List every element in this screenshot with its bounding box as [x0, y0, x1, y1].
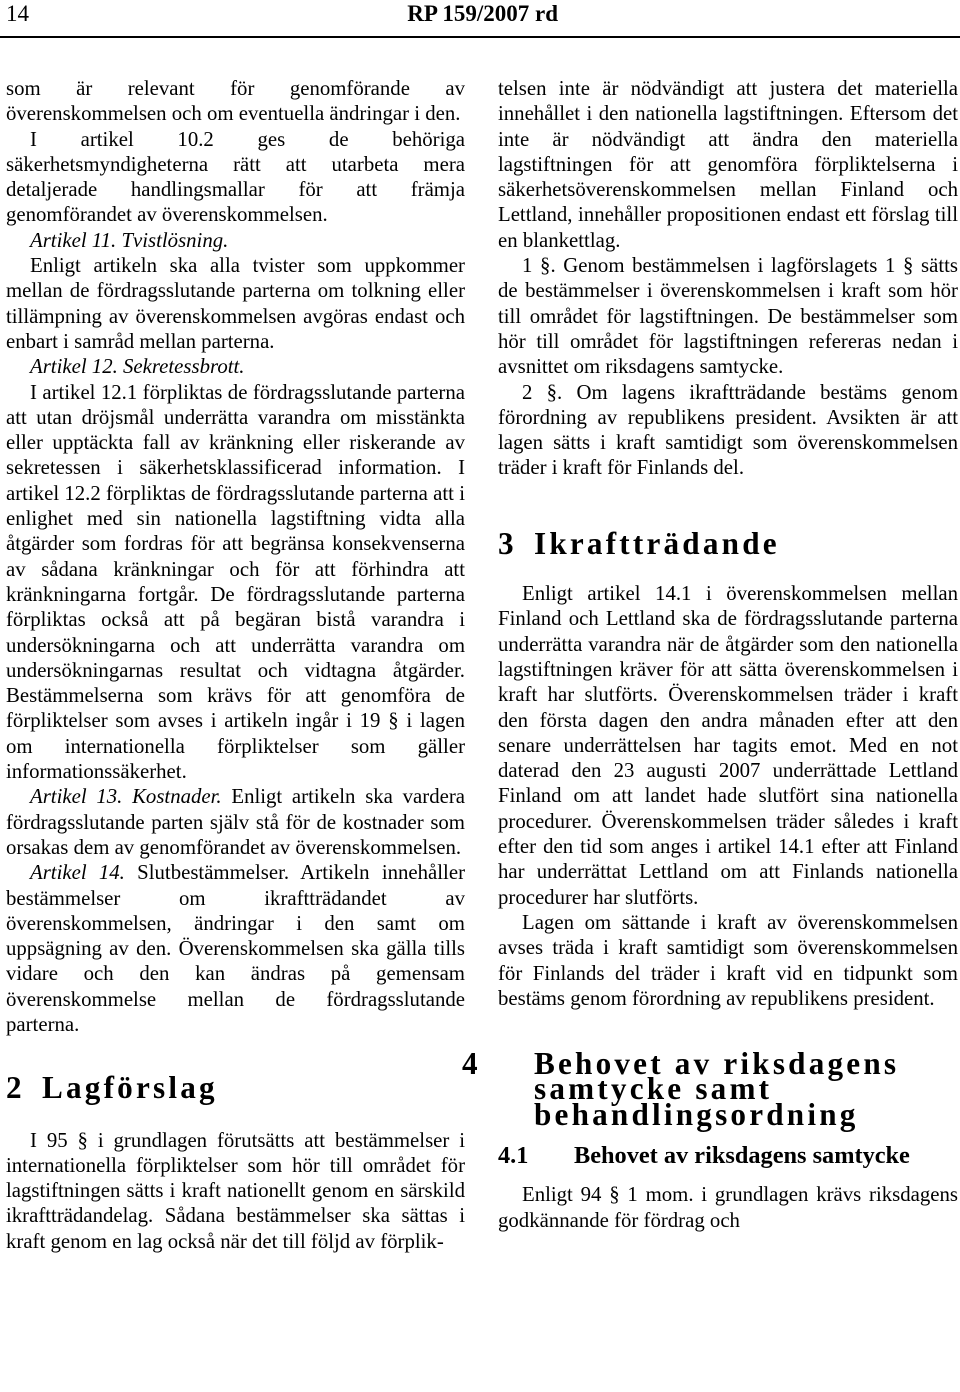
paragraph: Enligt 94 § 1 mom. i grundlagen krävs riksdagens godkännande för fördrag och: [498, 1183, 958, 1232]
article-13-heading: Artikel 13. Kostnader.: [30, 785, 222, 809]
right-column: [462, 76, 958, 1233]
article-11-heading: Artikel 11. Tvistlösning.: [30, 228, 229, 252]
section-number: 4.1: [498, 1141, 529, 1169]
paragraph: [6, 860, 465, 1037]
paragraph: 2 §. Om lagens ikraftträdande bestäms genom förordning av republikens president. Avsikten är att lagen sätts i kraft samtidigt som överenskommelsen träder i kraft för Finlands del.: [498, 380, 958, 480]
section-title: Lagförslag: [42, 1070, 218, 1106]
paragraph: telsen inte är nödvändigt att justera det materiella innehållet i den nationella lagstiftningen. Eftersom det inte är nödvändigt att ändra den materiella lagstiftningen för att genomföra förpliktelserna i säkerhetsöverenskommelsen mellan Finland och Lettland, innehåller propositionen endast ett förslag till en blankettlag.: [498, 77, 958, 252]
paragraph: Enligt artikel 14.1 i överenskommelsen mellan Finland och Lettland ska de fördragsslutande parterna underrätta varandra när de åtgärder som den nationella lagstiftningen kräver för att sätta överenskommelsen i kraft har slutförts. Överenskommelsen träder i kraft den första dagen den andra månaden efter att den senare underrättelsen har tagits emot. Med en not daterad den 23 augusti 2007 underrättade Lettland Finland om att landet hade slutfört sina nationella procedurer. Överenskommelsen träder således i kraft efter den tid som anges i artikel 14.1 efter att Finland har underrättat Lettland om att Finlands nationella procedurer har slutförts.: [498, 582, 958, 909]
section-number: 4: [462, 1046, 478, 1082]
paragraph: I 95 § i grundlagen förutsätts att bestämmelser i internationella förpliktelser som hör till området för lagstiftningen sätts i kraft nationellt genom en särskild ikraftträdandelag. Sådana bestämmelser ska sättas i kraft genom en lag också när det till följd av förplik-: [6, 1128, 465, 1253]
section-3-heading: [498, 525, 958, 561]
section-4-1-heading: [498, 1143, 958, 1168]
section-number: 3: [498, 525, 514, 561]
section-number: 2: [6, 1070, 22, 1106]
paragraph: I artikel 12.1 förpliktas de fördragsslutande parterna att utan dröjsmål underrätta varandra om misstänkta eller upptäckta fall av kränkning eller riskerande av sekretessen i säkerhetsklassificerad information. I artikel 12.2 förpliktas de fördragsslutande parterna att i enlighet med sin nationella lagstiftning vidta alla åtgärder som fordras för att begränsa konsekvenserna av sådana kränkningar och för att förhindra att kränkningarna fortgår. De fördragsslutande parterna förpliktas också att på begäran bistå varandra i undersökningarna och att underrätta varandra om undersökningarnas resultat och vidtagna åtgärder. Bestämmelserna som krävs för att genomföra de förpliktelser som avses i artikeln ingår i 19 § i lagen om internationella förpliktelser som gäller informationssäkerhet.: [6, 380, 465, 784]
section-2-heading: [6, 1070, 465, 1106]
article-14-text: Slutbestämmelser. Artikeln innehåller bestämmelser om ikraftträdandet av överenskommelsen, ändringar i den samt om uppsägning av den. Överenskommelsen ska gälla tills vidare och den kan ändras på gemensam överenskommelse mellan de fördragsslutande parterna.: [6, 861, 465, 1036]
paragraph: [6, 784, 465, 860]
article-14-heading: Artikel 14.: [30, 861, 125, 885]
section-title: Ikraftträdande: [534, 525, 780, 561]
paragraph: I artikel 10.2 ges de behöriga säkerhetsmyndigheterna rätt att utarbeta mera detaljerade handlingsmallar för att främja genomförandet av överenskommelsen.: [6, 127, 465, 227]
paragraph: 1 §. Genom bestämmelsen i lagförslagets 1 § sätts de bestämmelser i överenskommelsen i kraft som hör till området för lagstiftningen. De bestämmelser som hör till området för lagstiftningen refereras nedan i avsnittet om riksdagens samtycke.: [498, 254, 958, 379]
paragraph: som är relevant för genomförande av överenskommelsen och om eventuella ändringar i den.: [6, 77, 465, 126]
article-12-heading: Artikel 12. Sekretessbrott.: [30, 355, 245, 379]
page-header: [0, 0, 960, 40]
section-title: Behovet av riksdagens samtycke samt behandlingsordning: [534, 1046, 900, 1132]
paragraph: Enligt artikeln ska alla tvister som uppkommer mellan de fördragsslutande parterna om tolkning eller tillämpning av överenskommelsen avgöras endast och enbart i samråd mellan parterna.: [6, 254, 465, 353]
page-number: 14: [6, 1, 29, 26]
section-4-heading: [462, 1046, 958, 1132]
left-column: [6, 76, 465, 1254]
header-rule: [0, 36, 960, 38]
section-title: Behovet av riksdagens samtycke: [574, 1141, 910, 1169]
document-id: RP 159/2007 rd: [407, 1, 558, 26]
paragraph: Lagen om sättande i kraft av överenskommelsen avses träda i kraft samtidigt som överenskommelsen för Finlands del träder i kraft vid en tidpunkt som bestäms genom förordning av republikens president.: [498, 910, 958, 1010]
article-13-text: Enligt artikeln ska vardera fördragsslutande parten själv stå för de kostnader som orsakas dem av genomförandet av överenskommelsen.: [6, 785, 465, 859]
